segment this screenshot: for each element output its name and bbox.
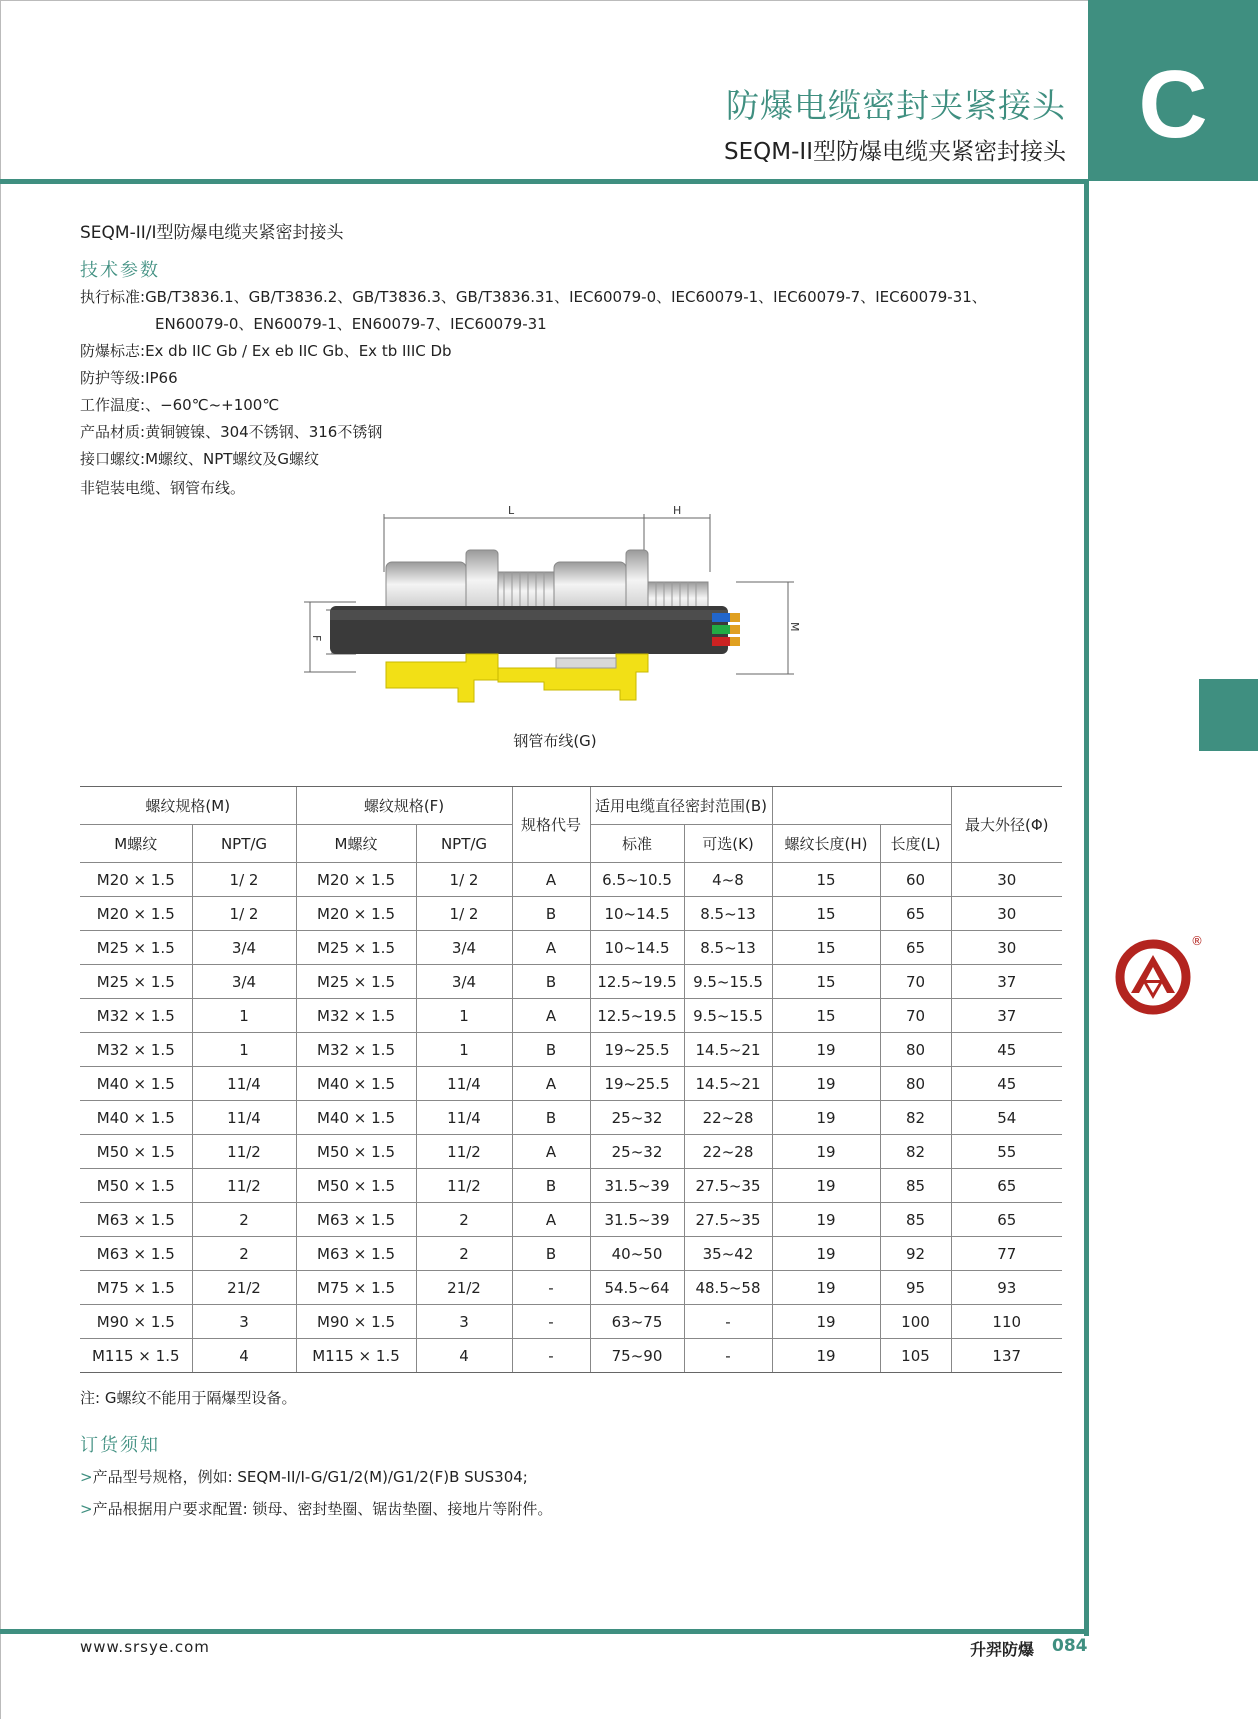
table-cell: 1 (416, 999, 512, 1033)
table-cell: 6.5~10.5 (590, 863, 684, 897)
order-item-2-text: 产品根据用户要求配置: 锁母、密封垫圈、锯齿垫圈、接地片等附件。 (92, 1500, 553, 1518)
header-max-od: 最大外径(Φ) (951, 787, 1062, 863)
table-cell: 15 (772, 897, 880, 931)
table-cell: M50 × 1.5 (80, 1169, 192, 1203)
table-cell: M20 × 1.5 (80, 897, 192, 931)
table-cell: 11/4 (416, 1101, 512, 1135)
table-cell: M63 × 1.5 (80, 1203, 192, 1237)
table-cell: 22~28 (684, 1101, 772, 1135)
table-row (80, 1169, 1062, 1203)
note: 注: G螺纹不能用于隔爆型设备。 (80, 1389, 297, 1407)
table-cell: 85 (880, 1169, 951, 1203)
table-cell: M50 × 1.5 (296, 1169, 416, 1203)
header-optional: 可选(K) (684, 825, 772, 863)
table-cell: B (512, 1237, 590, 1271)
spec-ip-label: 防护等级: (80, 369, 146, 387)
side-tab (1199, 679, 1258, 751)
table-cell: M40 × 1.5 (296, 1101, 416, 1135)
table-row (80, 1237, 1062, 1271)
table-cell: 1/ 2 (192, 897, 296, 931)
table-cell: 3 (192, 1305, 296, 1339)
table-cell: 37 (951, 999, 1062, 1033)
connector-diagram (296, 502, 804, 712)
table-cell: M32 × 1.5 (296, 999, 416, 1033)
spec-ip (80, 367, 178, 388)
table-cell: 19 (772, 1305, 880, 1339)
spec-usage: 非铠装电缆、钢管布线。 (80, 479, 246, 497)
table-cell: 9.5~15.5 (684, 965, 772, 999)
table-cell: A (512, 1203, 590, 1237)
table-cell: 15 (772, 863, 880, 897)
header-length: 长度(L) (880, 825, 951, 863)
dim-label-h: H (673, 504, 682, 517)
table-cell: 11/4 (416, 1067, 512, 1101)
table-row (80, 1135, 1062, 1169)
spec-material (80, 421, 382, 442)
table-cell: 2 (416, 1237, 512, 1271)
table-row (80, 1101, 1062, 1135)
table-cell: 60 (880, 863, 951, 897)
table-cell: 55 (951, 1135, 1062, 1169)
table-cell: - (684, 1305, 772, 1339)
spec-standard-value: GB/T3836.1、GB/T3836.2、GB/T3836.3、GB/T3836.31、IEC60079-0、IEC60079-1、IEC60079-7、IEC60079-31、 (145, 288, 987, 306)
table-cell: 105 (880, 1339, 951, 1373)
table-cell: M25 × 1.5 (296, 931, 416, 965)
table-cell: 10~14.5 (590, 931, 684, 965)
table-cell: M63 × 1.5 (296, 1237, 416, 1271)
footer-url: www.srsye.com (80, 1638, 210, 1656)
spec-thread (80, 448, 319, 469)
table-cell: 11/2 (416, 1169, 512, 1203)
spec-ex-value: Ex db IIC Gb / Ex eb IIC Gb、Ex tb IIIC Db (145, 342, 452, 360)
table-cell: 11/2 (192, 1169, 296, 1203)
table-cell: B (512, 1101, 590, 1135)
brand-logo-icon (1113, 933, 1203, 1018)
table-row (80, 965, 1062, 999)
spec-material-value: 黄铜镀镍、304不锈钢、316不锈钢 (145, 423, 383, 441)
table-row (80, 1271, 1062, 1305)
table-row (80, 1339, 1062, 1373)
table-cell: M50 × 1.5 (296, 1135, 416, 1169)
table-cell: M115 × 1.5 (296, 1339, 416, 1373)
spec-temp-label: 工作温度: (80, 396, 146, 414)
order-item-1-text: 产品型号规格，例如: SEQM-II/I-G/G1/2(M)/G1/2(F)B SUS304; (92, 1468, 528, 1486)
table-cell: 95 (880, 1271, 951, 1305)
spec-standard-value-2: EN60079-0、EN60079-1、EN60079-7、IEC60079-31 (155, 315, 547, 333)
table-cell: 65 (951, 1169, 1062, 1203)
footer-divider (0, 1629, 1089, 1634)
page-border-top (0, 0, 1258, 1)
table-cell: 31.5~39 (590, 1203, 684, 1237)
table-cell: 100 (880, 1305, 951, 1339)
table-cell: 11/2 (192, 1135, 296, 1169)
table-cell: 30 (951, 931, 1062, 965)
header-seal-range: 适用电缆直径密封范围(B) (590, 787, 772, 825)
table-cell: 40~50 (590, 1237, 684, 1271)
header-thread-m: 螺纹规格(M) (80, 787, 296, 825)
table-cell: 3/4 (192, 931, 296, 965)
table-cell: 137 (951, 1339, 1062, 1373)
table-cell: 21/2 (416, 1271, 512, 1305)
table-cell: 1/ 2 (416, 897, 512, 931)
table-cell: M63 × 1.5 (296, 1203, 416, 1237)
table-cell: 12.5~19.5 (590, 965, 684, 999)
table-cell: 4 (192, 1339, 296, 1373)
table-cell: 80 (880, 1067, 951, 1101)
table-cell: 8.5~13 (684, 897, 772, 931)
table-cell: 21/2 (192, 1271, 296, 1305)
spec-material-label: 产品材质: (80, 423, 146, 441)
table-cell: 54.5~64 (590, 1271, 684, 1305)
table-cell: M75 × 1.5 (80, 1271, 192, 1305)
table-cell: M32 × 1.5 (296, 1033, 416, 1067)
table-cell: 14.5~21 (684, 1067, 772, 1101)
spec-temp-value: 、−60℃~+100℃ (145, 396, 280, 414)
header-spec-code: 规格代号 (512, 787, 590, 863)
table-cell: M25 × 1.5 (80, 965, 192, 999)
table-cell: M115 × 1.5 (80, 1339, 192, 1373)
arrow-icon: > (80, 1500, 93, 1518)
table-cell: 19 (772, 1169, 880, 1203)
spec-temp (80, 394, 279, 415)
table-cell: 30 (951, 897, 1062, 931)
table-cell: B (512, 897, 590, 931)
table-cell: 48.5~58 (684, 1271, 772, 1305)
section-letter: C (1138, 51, 1208, 158)
footer-brand: 升羿防爆 (970, 1640, 1035, 1659)
table-cell: 19 (772, 1033, 880, 1067)
table-cell: 25~32 (590, 1101, 684, 1135)
table-cell: - (512, 1271, 590, 1305)
table-cell: M63 × 1.5 (80, 1237, 192, 1271)
spec-standard (80, 286, 987, 307)
table-cell: 37 (951, 965, 1062, 999)
header-npt: NPT/G (192, 825, 296, 863)
table-cell: 75~90 (590, 1339, 684, 1373)
table-cell: M40 × 1.5 (80, 1067, 192, 1101)
table-cell: 4 (416, 1339, 512, 1373)
header-m-thread: M螺纹 (80, 825, 192, 863)
table-cell: 2 (416, 1203, 512, 1237)
table-cell: B (512, 1033, 590, 1067)
table-cell: 11/4 (192, 1067, 296, 1101)
table-cell: M32 × 1.5 (80, 1033, 192, 1067)
table-cell: 14.5~21 (684, 1033, 772, 1067)
diagram-caption: 钢管布线(G) (513, 732, 597, 750)
product-title: SEQM-II/I型防爆电缆夹紧密封接头 (80, 223, 344, 243)
table-cell: 19 (772, 1067, 880, 1101)
table-cell: 45 (951, 1067, 1062, 1101)
table-cell: 19~25.5 (590, 1033, 684, 1067)
table-cell: 1 (192, 1033, 296, 1067)
table-cell: 1/ 2 (416, 863, 512, 897)
table-cell: 19 (772, 1339, 880, 1373)
table-cell: M20 × 1.5 (80, 863, 192, 897)
header-standard: 标准 (590, 825, 684, 863)
table-cell: B (512, 965, 590, 999)
page-subtitle: SEQM-II型防爆电缆夹紧密封接头 (724, 139, 1066, 165)
right-divider (1084, 179, 1089, 1636)
table-row (80, 1033, 1062, 1067)
table-row (80, 931, 1062, 965)
table-cell: 70 (880, 999, 951, 1033)
dim-label-l: L (508, 504, 515, 517)
table-cell: 70 (880, 965, 951, 999)
table-cell: 93 (951, 1271, 1062, 1305)
table-cell: 9.5~15.5 (684, 999, 772, 1033)
page-number: 084 (1052, 1636, 1088, 1656)
table-cell: M32 × 1.5 (80, 999, 192, 1033)
table-cell: B (512, 1169, 590, 1203)
table-cell: 30 (951, 863, 1062, 897)
table-cell: M90 × 1.5 (80, 1305, 192, 1339)
table-row (80, 1067, 1062, 1101)
table-cell: A (512, 999, 590, 1033)
table-cell: - (684, 1339, 772, 1373)
order-heading: 订货须知 (80, 1435, 160, 1456)
table-cell: 10~14.5 (590, 897, 684, 931)
table-cell: M20 × 1.5 (296, 863, 416, 897)
tech-params-heading: 技术参数 (80, 260, 160, 281)
spec-standard-label: 执行标准: (80, 288, 146, 306)
table-cell: 3 (416, 1305, 512, 1339)
spec-thread-value: M螺纹、NPT螺纹及G螺纹 (145, 450, 320, 468)
table-cell: 22~28 (684, 1135, 772, 1169)
registered-mark: ® (1191, 934, 1203, 948)
table-cell: 80 (880, 1033, 951, 1067)
table-cell: 82 (880, 1101, 951, 1135)
dim-label-m: M (788, 622, 801, 632)
spec-table (80, 786, 1062, 1373)
table-row (80, 999, 1062, 1033)
table-cell: 4~8 (684, 863, 772, 897)
table-cell: M50 × 1.5 (80, 1135, 192, 1169)
table-cell: 19 (772, 1237, 880, 1271)
table-cell: 85 (880, 1203, 951, 1237)
table-cell: 3/4 (416, 931, 512, 965)
table-cell: 15 (772, 931, 880, 965)
table-cell: A (512, 863, 590, 897)
header-thread-length: 螺纹长度(H) (772, 825, 880, 863)
dim-label-f: F (310, 635, 323, 642)
table-cell: M40 × 1.5 (80, 1101, 192, 1135)
table-cell: 19 (772, 1271, 880, 1305)
table-cell: 63~75 (590, 1305, 684, 1339)
table-cell: 15 (772, 999, 880, 1033)
table-cell: 3/4 (192, 965, 296, 999)
table-cell: A (512, 1135, 590, 1169)
table-cell: 19 (772, 1203, 880, 1237)
table-cell: 54 (951, 1101, 1062, 1135)
table-cell: 65 (880, 897, 951, 931)
table-cell: 19 (772, 1135, 880, 1169)
table-cell: 11/4 (192, 1101, 296, 1135)
table-cell: 27.5~35 (684, 1169, 772, 1203)
table-cell: 2 (192, 1203, 296, 1237)
table-cell: 35~42 (684, 1237, 772, 1271)
table-cell: 1 (416, 1033, 512, 1067)
table-cell: 12.5~19.5 (590, 999, 684, 1033)
table-cell: M90 × 1.5 (296, 1305, 416, 1339)
table-cell: 65 (880, 931, 951, 965)
table-cell: M40 × 1.5 (296, 1067, 416, 1101)
table-cell: 25~32 (590, 1135, 684, 1169)
table-cell: 77 (951, 1237, 1062, 1271)
table-cell: 1/ 2 (192, 863, 296, 897)
spec-table-body (80, 863, 1062, 1373)
table-row (80, 863, 1062, 897)
table-cell: 27.5~35 (684, 1203, 772, 1237)
table-cell: - (512, 1339, 590, 1373)
table-cell: M25 × 1.5 (80, 931, 192, 965)
table-row (80, 1305, 1062, 1339)
spec-thread-label: 接口螺纹: (80, 450, 146, 468)
table-cell: 82 (880, 1135, 951, 1169)
table-cell: 19~25.5 (590, 1067, 684, 1101)
table-cell: 65 (951, 1203, 1062, 1237)
table-cell: 1 (192, 999, 296, 1033)
table-row (80, 897, 1062, 931)
spec-ex (80, 340, 452, 361)
table-cell: 8.5~13 (684, 931, 772, 965)
table-cell: 15 (772, 965, 880, 999)
table-row (80, 1203, 1062, 1237)
header-thread-f: 螺纹规格(F) (296, 787, 512, 825)
table-cell: 19 (772, 1101, 880, 1135)
page-title: 防爆电缆密封夹紧接头 (726, 86, 1066, 125)
table-cell: M20 × 1.5 (296, 897, 416, 931)
table-cell: 45 (951, 1033, 1062, 1067)
header-blank (772, 787, 951, 825)
order-item-2 (80, 1498, 552, 1519)
page-border-left (0, 0, 1, 1719)
table-cell: 2 (192, 1237, 296, 1271)
table-cell: M75 × 1.5 (296, 1271, 416, 1305)
table-cell: A (512, 931, 590, 965)
header-f-thread: M螺纹 (296, 825, 416, 863)
arrow-icon: > (80, 1468, 93, 1486)
spec-ex-label: 防爆标志: (80, 342, 146, 360)
table-cell: 11/2 (416, 1135, 512, 1169)
table-cell: - (512, 1305, 590, 1339)
table-cell: 110 (951, 1305, 1062, 1339)
table-cell: 3/4 (416, 965, 512, 999)
header-f-npt: NPT/G (416, 825, 512, 863)
header-divider (0, 179, 1088, 184)
table-cell: 92 (880, 1237, 951, 1271)
spec-ip-value: IP66 (145, 369, 178, 387)
table-cell: A (512, 1067, 590, 1101)
table-cell: 31.5~39 (590, 1169, 684, 1203)
order-item-1 (80, 1466, 528, 1487)
table-cell: M25 × 1.5 (296, 965, 416, 999)
